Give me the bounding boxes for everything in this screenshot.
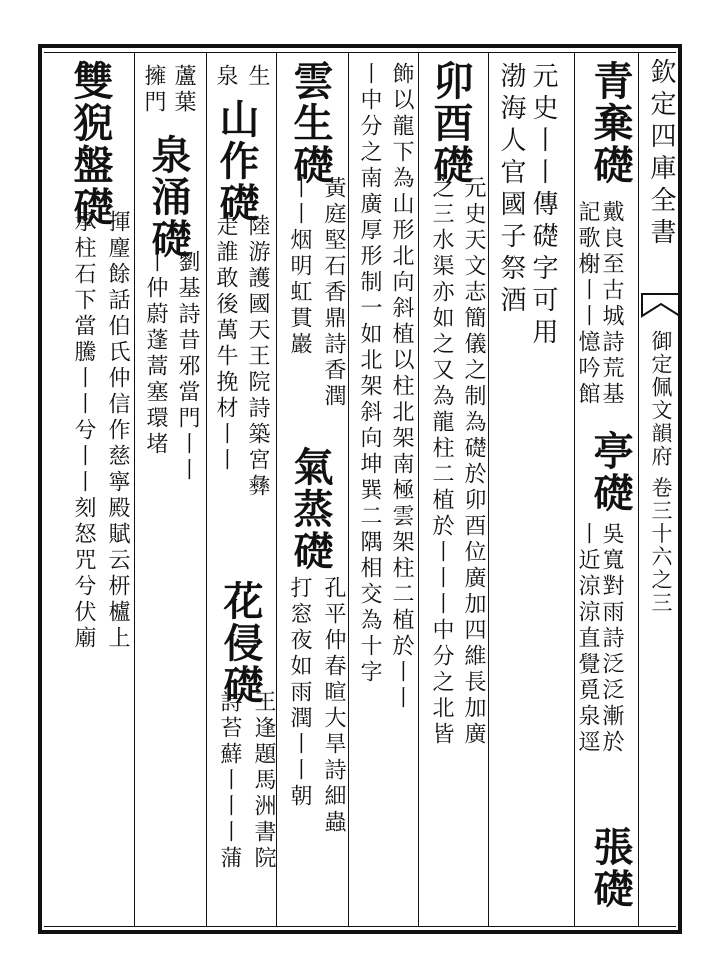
headword: 棄: [587, 102, 634, 144]
annotation-text: 劉基詩昔邪當門丨丨: [175, 250, 200, 484]
headword-group: [587, 430, 634, 514]
text-column-5: [427, 60, 474, 186]
headword: 青: [587, 60, 634, 102]
annotation-7d: [288, 576, 310, 810]
annotation-text: 承柱石下當騰丨丨兮丨丨刻怒咒兮伏廟: [71, 210, 96, 652]
body-text: 元史丨丨傳礎字可用: [528, 62, 558, 350]
annotation-11a: [172, 64, 194, 116]
annotation-7b: [288, 176, 310, 358]
headword-group-9: [217, 580, 264, 706]
annotation-text: 走誰敢後萬牛挽材丨丨: [213, 214, 238, 474]
headword-group: [587, 826, 634, 910]
column-rule: [348, 52, 349, 926]
annotation-text: 打窓夜如雨潤丨丨朝: [287, 576, 312, 810]
annotation-9a-lead: [246, 64, 268, 90]
annotation-7c: [322, 576, 344, 836]
annotation-9a: [246, 214, 268, 500]
annotation-text: 蘆葉: [171, 64, 196, 116]
headword-group-7: [287, 446, 334, 572]
headword: 雲生礎: [287, 60, 334, 186]
headword: 礎: [587, 472, 634, 514]
annotation-text: 黃庭堅石香鼎詩香潤: [321, 176, 346, 410]
annotation-text: 元史天文志簡儀之制為礎於卯酉位廣加四維長加廣: [461, 176, 486, 748]
headword: 泉涌礎: [145, 134, 192, 260]
column-rule: [276, 52, 277, 926]
annotation-text: 丨近涼涼直覺覓泉逕: [575, 522, 600, 756]
headword: 亭: [587, 430, 634, 472]
annotation-text: 泉: [213, 64, 238, 90]
annotation-text: 擁門: [141, 64, 166, 116]
annotation-11d: [144, 250, 166, 458]
text-column-1: [587, 60, 634, 186]
annotation-11b: [142, 64, 164, 116]
annotation-text: 戴良至古城詩荒基: [599, 200, 624, 408]
annotation-text: 飾以龍下為山形北向斜植以柱北架南極雲架柱二植於丨丨: [389, 62, 414, 712]
text-column-3: [530, 62, 556, 350]
annotation-9b: [214, 214, 236, 474]
annotation-text: 吳寬對雨詩泛泛漸於: [599, 522, 624, 756]
annotation-1b: [600, 522, 622, 756]
annotation-12a: [106, 210, 128, 652]
annotation-7a: [322, 176, 344, 410]
annotation-5a: [462, 176, 484, 748]
frame-top-rule: [44, 52, 676, 53]
annotation-text: 記歌榭丨丨憶吟館: [575, 200, 600, 408]
column-rule: [418, 52, 419, 926]
annotation-text: 之三水渠亦如之又為龍柱二植於丨丨丨中分之北皆: [429, 176, 454, 748]
annotation-5b: [430, 176, 452, 748]
text-column-6b: [358, 62, 380, 686]
annotation-12b: [72, 210, 94, 652]
text-column-12: [67, 60, 114, 228]
text-column-9: [213, 98, 260, 224]
headword: 張: [587, 826, 634, 868]
annotation-9b-lead: [214, 64, 236, 90]
frame-bottom-rule: [44, 926, 676, 927]
column-rule: [638, 52, 639, 926]
annotation-1: [600, 200, 622, 408]
column-rule: [206, 52, 207, 926]
annotation-11c: [176, 250, 198, 484]
text-column-6: [390, 62, 412, 712]
margin-volume: 卷三十六之三: [649, 476, 674, 615]
margin-book-volume: [650, 330, 672, 615]
annotation-text: 生: [245, 64, 270, 90]
column-rule: [574, 52, 575, 926]
annotation-9d: [218, 690, 240, 872]
headword-group-11: [145, 134, 192, 260]
headword: 山作礎: [213, 98, 260, 224]
annotation-text: 陸游護國天王院詩築宮彝: [245, 214, 270, 500]
margin-title: 欽定四庫全書: [646, 58, 676, 250]
annotation-9c: [252, 690, 274, 872]
text-column-7: [287, 60, 334, 186]
margin-book: 御定佩文韻府: [649, 330, 674, 468]
body-text: 渤海人官國子祭酒: [496, 62, 526, 318]
headword: 礎: [587, 868, 634, 910]
text-column-4: [498, 62, 524, 318]
annotation-text: 丨中分之南廣厚形制一如北架斜向坤巽二隅相交為十字: [357, 62, 382, 686]
fish-tail-mark: [640, 292, 682, 318]
text-column-2: [576, 200, 598, 408]
column-rule: [134, 52, 135, 926]
annotation-text: 揮麈餘話伯氏仲信作慈寧殿賦云枅櫨上: [105, 210, 130, 652]
headword: 礎: [587, 144, 634, 186]
headword: 卯酉礎: [427, 60, 474, 186]
annotation-text: 丨丨烟明虹貫巖: [287, 176, 312, 358]
column-rule: [488, 52, 489, 926]
headword: 花侵礎: [217, 580, 264, 706]
annotation-text: 詩苔蘚丨丨丨蒲: [217, 690, 242, 872]
headword: 氣蒸礎: [287, 446, 334, 572]
annotation-text: 王逢題馬洲書院: [251, 690, 276, 872]
annotation-text: 丨仲蔚蓬蒿塞環堵: [143, 250, 168, 458]
headword: 雙猊盤礎: [67, 60, 114, 228]
text-column-2b: [576, 522, 598, 756]
annotation-text: 孔平仲春暄大旱詩細蟲: [321, 576, 346, 836]
